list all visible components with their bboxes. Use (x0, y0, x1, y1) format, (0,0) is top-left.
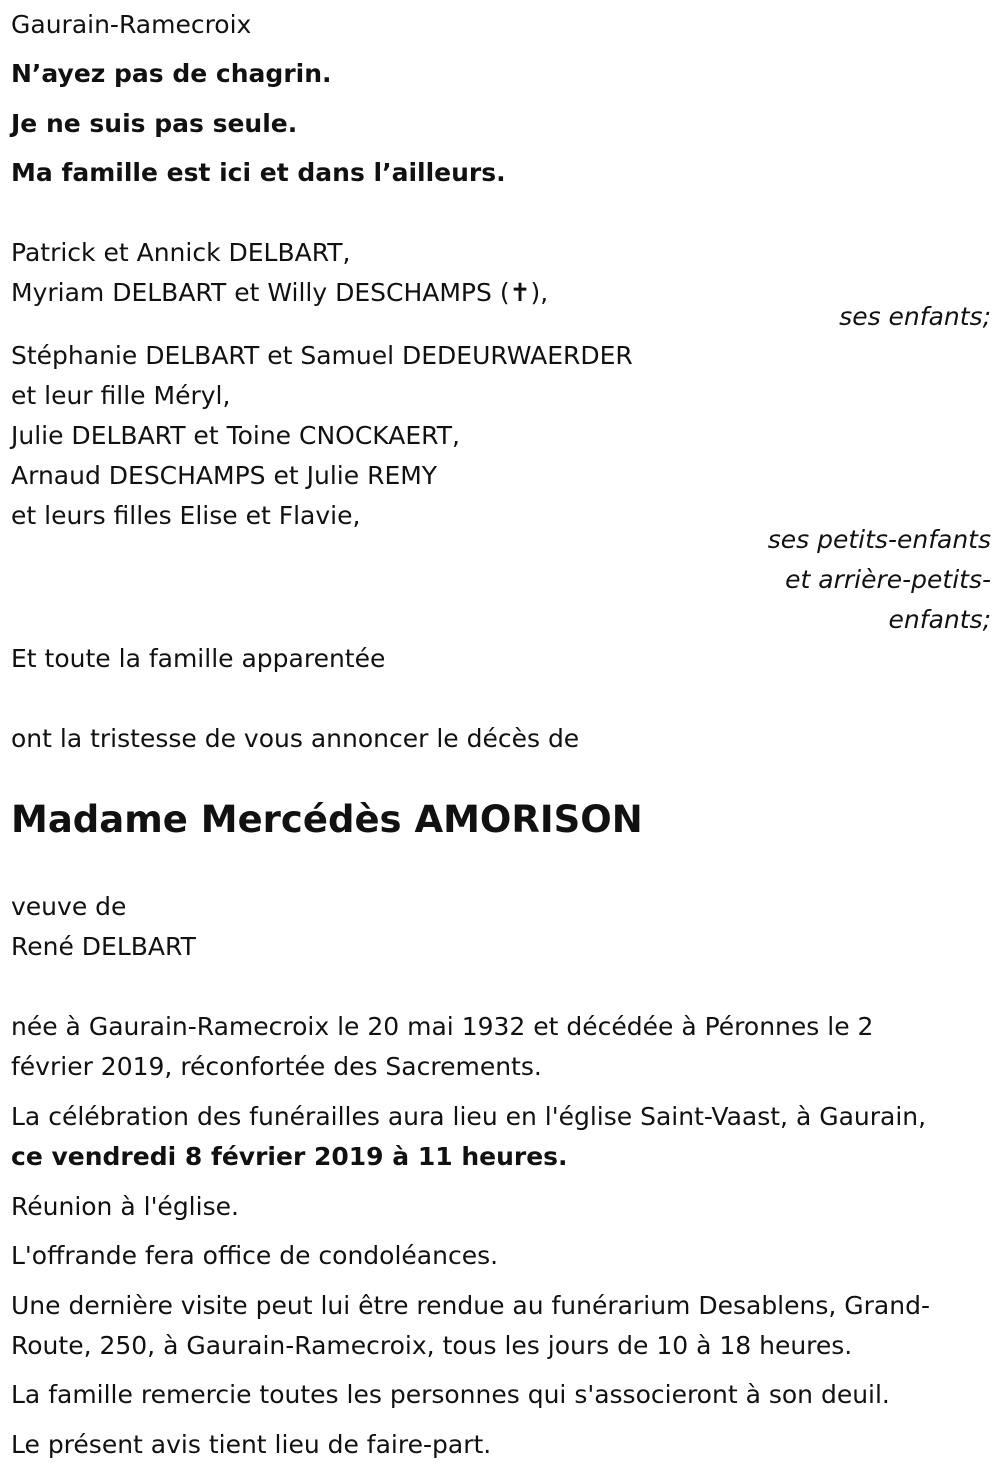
child-line-1: Patrick et Annick DELBART, (11, 238, 351, 267)
poem-line-2: Je ne suis pas seule. (11, 109, 298, 138)
grandchild-line-2: et leur fille Méryl, (11, 381, 231, 410)
meeting-line: Réunion à l'église. (11, 1192, 239, 1221)
offering-line: L'offrande fera office de condoléances. (11, 1241, 499, 1270)
children-label: ses enfants; (839, 302, 991, 331)
poem-line-3: Ma famille est ici et dans l’ailleurs. (11, 158, 506, 187)
child-line-2: Myriam DELBART et Willy DESCHAMPS (✝), (11, 278, 549, 307)
location-heading: Gaurain-Ramecroix (11, 10, 252, 39)
born-died-line-1: née à Gaurain-Ramecroix le 20 mai 1932 et décédée à Péronnes le 2 (11, 1012, 874, 1041)
grandchildren-label-3: enfants; (888, 605, 991, 634)
widow-line-1: veuve de (11, 892, 127, 921)
grandchild-line-5: et leurs filles Elise et Flavie, (11, 501, 361, 530)
ceremony-date: ce vendredi 8 février 2019 à 11 heures. (11, 1142, 568, 1171)
visit-line-2: Route, 250, à Gaurain-Ramecroix, tous les jours de 10 à 18 heures. (11, 1331, 853, 1360)
ceremony-line-1: La célébration des funérailles aura lieu en l'église Saint-Vaast, à Gaurain, (11, 1102, 927, 1131)
thanks-line: La famille remercie toutes les personnes qui s'associeront à son deuil. (11, 1380, 890, 1409)
notice-line: Le présent avis tient lieu de faire-part. (11, 1430, 492, 1459)
grandchild-line-3: Julie DELBART et Toine CNOCKAERT, (11, 421, 460, 450)
widow-line-2: René DELBART (11, 932, 196, 961)
grandchildren-label-1: ses petits-enfants (767, 525, 991, 554)
family-line: Et toute la famille apparentée (11, 644, 386, 673)
deceased-name: Madame Mercédès AMORISON (11, 798, 643, 841)
born-died-line-2: février 2019, réconfortée des Sacrements. (11, 1052, 542, 1081)
grandchild-line-4: Arnaud DESCHAMPS et Julie REMY (11, 461, 438, 490)
visit-line-1: Une dernière visite peut lui être rendue au funérarium Desablens, Grand- (11, 1291, 930, 1320)
announce-line: ont la tristesse de vous annoncer le décès de (11, 724, 580, 753)
poem-line-1: N’ayez pas de chagrin. (11, 59, 332, 88)
grandchildren-label-2: et arrière-petits- (785, 565, 991, 594)
grandchild-line-1: Stéphanie DELBART et Samuel DEDEURWAERDER (11, 341, 633, 370)
